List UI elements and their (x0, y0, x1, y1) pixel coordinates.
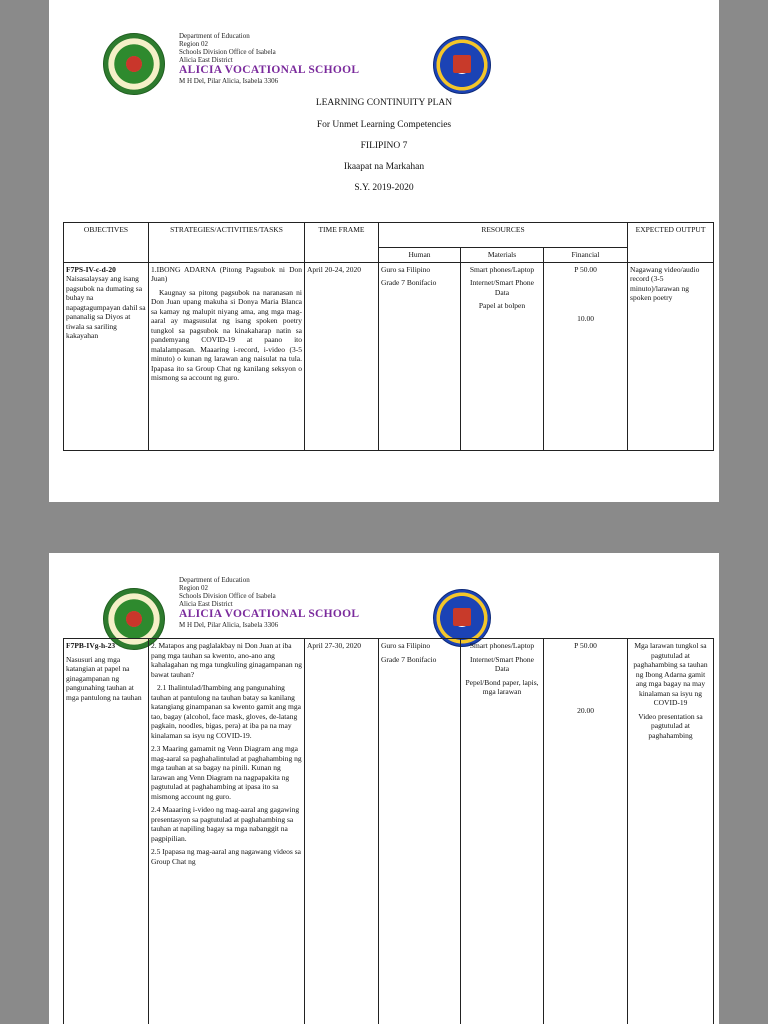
expected-item: Video presentation sa pagtutulad at paghahambing (638, 711, 703, 740)
objective-cell (64, 262, 149, 450)
letterhead-address: M H Del, Pilar Alicia, Isabela 3306 (179, 77, 279, 85)
school-seal-logo (433, 36, 491, 94)
doc-title: LEARNING CONTINUITY PLAN (315, 98, 453, 108)
deped-seal-logo (103, 33, 165, 95)
table-row (64, 639, 714, 1024)
financial-amount: 10.00 (577, 314, 594, 323)
competency-code: F7PS-IV-c-d-20 (66, 264, 116, 274)
doc-subject: FILIPINO 7 (360, 141, 408, 151)
human-teacher: Guro sa Filipino (381, 641, 431, 650)
letterhead (179, 576, 359, 629)
financial-amount: P 50.00 (574, 641, 597, 650)
letterhead-division: Schools Division Office of Isabela (179, 48, 276, 56)
objective-text: Nasusuri ang mga katangian at papel na ginagampanan ng pangunahing tauhan at mga pantulong na tauhan (66, 654, 142, 702)
material-item: Smart phones/Laptop (469, 264, 535, 274)
letterhead-region: Region 02 (179, 40, 208, 48)
header-objectives: OBJECTIVES (64, 223, 149, 263)
strategy-step: 2.1 Ihalintulad/Ihambing ang pangunahing tauhan at pantulong na tauhan batay sa kanilang katangiang ginampanan sa kwento gamit ang mga tao, bagay (alcohol, face mask, gloves, de-latang pagkain, noodles, bigas, pera) at iba pa na may kinalaman sa isyu ng COVID-19. (151, 683, 301, 740)
header-financial: Financial (544, 248, 628, 263)
material-item: Internet/Smart Phone Data (470, 278, 534, 297)
human-section: Grade 7 Bonifacio (381, 654, 437, 664)
strategy-cell (149, 639, 305, 1024)
financial-cell (544, 262, 628, 450)
strategy-cell (149, 262, 305, 450)
doc-subtitle: For Unmet Learning Competencies (316, 120, 452, 130)
letterhead-region: Region 02 (179, 584, 208, 592)
objective-cell (64, 639, 149, 1024)
header-resources: RESOURCES (379, 223, 628, 248)
expected-cell (628, 639, 714, 1024)
header-materials: Materials (461, 248, 544, 263)
timeframe-cell: April 27-30, 2020 (305, 639, 379, 1024)
doc-school-year: S.Y. 2019-2020 (354, 183, 414, 193)
material-item: Pepel/Bond paper, lapis, mga larawan (465, 677, 539, 696)
objective-text: Naisasalaysay ang isang pagsubok na dumating sa buhay na napagtagumpayan dahil sa pananalig sa Diyos at tiwala sa sariling kakayahan (66, 274, 146, 340)
strategy-step: 2.3 Maaring gamamit ng Venn Diagram ang mga mag-aaral sa paghahalintulad at paghahambing ng mga tauhan at sa bagay na pinili. Kunan ng larawan ang Venn Diagram na nagpapakita ng pagtutulad at paghahambing at ipasa ito sa mismong account ng guro. (151, 744, 302, 801)
financial-amount: 20.00 (577, 705, 594, 715)
financial-amount: P 50.00 (574, 264, 597, 274)
letterhead (179, 32, 359, 85)
letterhead-dept: Department of Education (179, 576, 250, 584)
school-name: ALICIA VOCATIONAL SCHOOL (179, 64, 360, 76)
strategy-step: 2. Matapos ang paglalakbay ni Don Juan at iba pang mga tauhan sa kwento, ano-ano ang kahalagahan ng mga tungkuling ginagampanan ng bawat tauhan? (151, 641, 302, 679)
header-strategies: STRATEGIES/ACTIVITIES/TASKS (149, 223, 305, 263)
strategy-body: Kaugnay sa pitong pagsubok na naranasan ni Don Juan upang makuha si Donya Maria Blanca sa kamay ng malupit niyang ama, ang mga mag-aaral ay magsusulat ng isang spoken poetry tungkol sa pagsubok na kinakaharap natin sa pandemyang COVID-19 at paano ito malalampasan. Maaaring i-record, i-video (3-5 minuto) o kunan ng larawan ang naisulat na tula. Ipapasa ito sa Group Chat ng kanilang seksyon o mismong sa account ng guro. (151, 287, 302, 382)
materials-cell (461, 262, 544, 450)
strategy-title: 1.IBONG ADARNA (Pitong Pagsubok ni Don Juan) (151, 264, 302, 283)
timeframe-cell: April 20-24, 2020 (305, 262, 379, 450)
lcp-table-2 (63, 638, 714, 1024)
document-page-1 (49, 0, 719, 502)
human-cell (379, 639, 461, 1024)
financial-cell (544, 639, 628, 1024)
letterhead-address: M H Del, Pilar Alicia, Isabela 3306 (179, 621, 279, 629)
letterhead-division: Schools Division Office of Isabela (179, 592, 276, 600)
expected-item: Mga larawan tungkol sa pagtutulad at paghahambing sa tauhan ng Ibong Adarna gamit ang mga bagay na may kinalaman sa isyu ng COVID-19 (633, 641, 708, 707)
table-row (64, 262, 714, 450)
strategy-step: 2.5 Ipapasa ng mag-aaral ang nagawang videos sa Group Chat ng (151, 847, 301, 866)
material-item: Papel at bolpen (478, 301, 526, 310)
doc-quarter: Ikaapat na Markahan (343, 162, 425, 172)
materials-cell (461, 639, 544, 1024)
letterhead-district: Alicia East District (179, 600, 233, 608)
header-timeframe: TIME FRAME (305, 223, 379, 263)
material-item: Internet/Smart Phone Data (470, 654, 534, 673)
expected-cell: Nagawang video/audio record (3-5 minuto)/larawan ng spoken poetry (628, 262, 714, 450)
competency-code: F7PB-IVg-h-23 (66, 641, 116, 650)
human-teacher: Guro sa Filipino (381, 264, 431, 274)
material-item: Smart phones/Laptop (469, 641, 535, 650)
header-human: Human (379, 248, 461, 263)
strategy-step: 2.4 Maaaring i-video ng mag-aaral ang gagawing presentasyon sa pagtutulad at paghahambing sa tauhan at napiling bagay sa mga nabanggit na pagpipilian. (151, 805, 300, 843)
lcp-table-1 (63, 222, 714, 451)
human-section: Grade 7 Bonifacio (381, 278, 437, 287)
letterhead-district: Alicia East District (179, 56, 233, 64)
header-expected: EXPECTED OUTPUT (628, 223, 714, 263)
letterhead-dept: Department of Education (179, 32, 250, 40)
school-name: ALICIA VOCATIONAL SCHOOL (179, 608, 360, 620)
document-page-2 (49, 553, 719, 1024)
human-cell (379, 262, 461, 450)
